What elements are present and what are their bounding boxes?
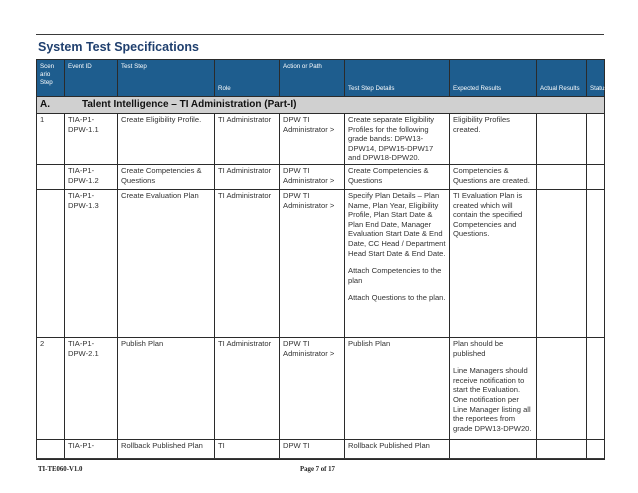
cell-test-step-details [345,189,450,337]
footer-page-number: Page 7 of 17 [300,466,335,473]
cell-event-id: TIA-P1- [65,439,118,459]
cell-test-step: Publish Plan [118,337,215,439]
cell-status [587,189,605,337]
cell-test-step-details [345,439,450,459]
header-action-path: Action or Path [280,60,345,97]
cell-role: TI Administrator [215,189,280,337]
cell-test-step-details [345,337,450,439]
cell-status [587,439,605,459]
footer-doc-id: TI-TE060-V1.0 [38,466,83,473]
cell-action-path: DPW TI Administrator > [280,189,345,337]
page-title: System Test Specifications [38,40,199,54]
cell-action-path: DPW TI Administrator > [280,114,345,165]
table-row [37,439,605,459]
cell-test-step: Create Competencies & Questions [118,164,215,189]
header-status: Status [587,60,605,97]
section-title: Talent Intelligence – TI Administration (Part-I) [82,99,297,110]
cell-role: TI Administrator [215,114,280,165]
cell-expected-results [450,337,537,439]
cell-test-step: Rollback Published Plan [118,439,215,459]
table-body [37,114,605,460]
cell-event-id: TIA-P1-DPW-1.2 [65,164,118,189]
table-row [37,114,605,165]
header-actual-results: Actual Results [537,60,587,97]
cell-actual-results [537,189,587,337]
cell-test-step-details [345,164,450,189]
cell-status [587,114,605,165]
cell-test-step-details [345,114,450,165]
cell-event-id: TIA-P1-DPW-1.3 [65,189,118,337]
header-scenario-step: Scen ario Step [37,60,65,97]
header-expected-results: Expected Results [450,60,537,97]
table-row [37,164,605,189]
cell-actual-results [537,114,587,165]
cell-expected-results [450,164,537,189]
cell-status [587,164,605,189]
paragraph: Create separate Eligibility Profiles for the following grade bands: DPW13-DPW14, DPW15-DPW17 and DPW18-DPW20. [348,115,435,163]
cell-action-path: DPW TI Administrator > [280,337,345,439]
cell-action-path: DPW TI Administrator > [280,164,345,189]
cell-actual-results [537,164,587,189]
cell-status [587,337,605,439]
cell-expected-results [450,114,537,165]
cell-action-path: DPW TI [280,439,345,459]
cell-actual-results [537,337,587,439]
cell-event-id: TIA-P1-DPW-1.1 [65,114,118,165]
header-role: Role [215,60,280,97]
paragraph: Competencies & Questions are created. [453,165,530,185]
cell-expected-results [450,189,537,337]
footer-rule [36,458,604,459]
cell-scenario-step [37,164,65,189]
header-rule [36,34,604,35]
table-row [37,337,605,439]
cell-scenario-step [37,439,65,459]
cell-event-id: TIA-P1-DPW-2.1 [65,337,118,439]
paragraph: Specify Plan Details – Plan Name, Plan Year, Eligibility Profile, Plan Start Date & Plan End Date, Manager Evaluation Start Date & End Date, CC Head / Department Head Start Date & End Date. [348,190,446,258]
header-event-id: Event ID [65,60,118,97]
cell-role: TI Administrator [215,164,280,189]
cell-expected-results [450,439,537,459]
section-heading [37,97,605,114]
paragraph: Eligibility Profiles created. [453,115,510,134]
cell-test-step: Create Evaluation Plan [118,189,215,337]
paragraph: TI Evaluation Plan is created which will contain the specified Competencies and Questions. [453,190,523,239]
paragraph: Attach Questions to the plan. [348,293,446,303]
cell-test-step: Create Eligibility Profile. [118,114,215,165]
section-letter: A. [40,99,50,110]
cell-scenario-step: 2 [37,337,65,439]
cell-scenario-step: 1 [37,114,65,165]
paragraph: Attach Competencies to the plan [348,266,442,285]
paragraph: Rollback Published Plan [348,440,430,450]
paragraph: Create Competencies & Questions [348,165,429,185]
table-header-row [37,60,605,97]
paragraph: Line Managers should receive notification to start the Evaluation. One notification per Line Manager listing all the reportees from grade DPW13-DPW20. [453,366,532,433]
table-row [37,189,605,337]
header-test-step-details: Test Step Details [345,60,450,97]
cell-actual-results [537,439,587,459]
cell-role: TI Administrator [215,337,280,439]
cell-role: TI [215,439,280,459]
paragraph: Plan should be published [453,338,504,358]
paragraph: Publish Plan [348,338,391,348]
cell-scenario-step [37,189,65,337]
header-test-step: Test Step [118,60,215,97]
section-row [37,97,605,114]
test-spec-table [36,59,608,460]
